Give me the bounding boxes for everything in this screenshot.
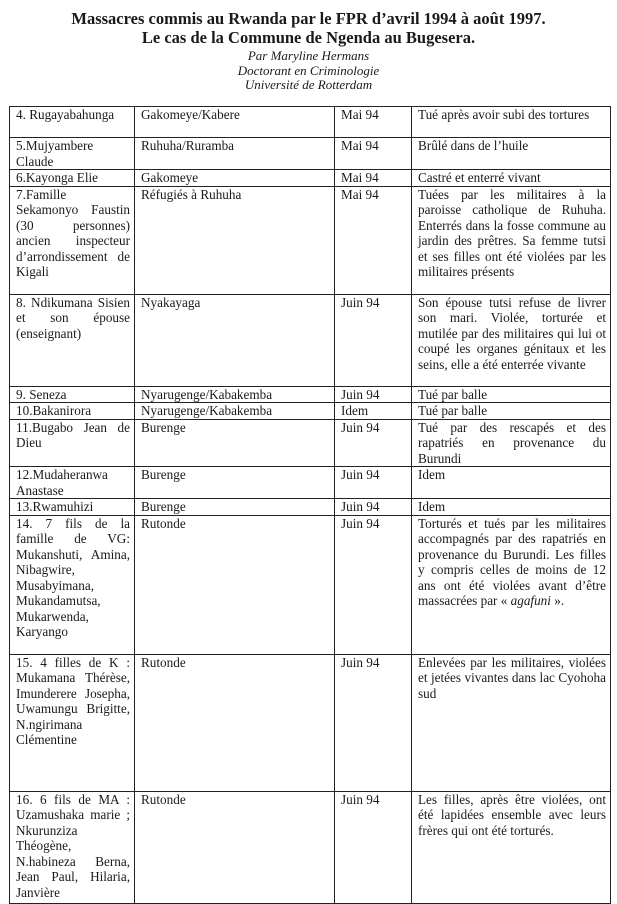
table-row <box>10 186 611 294</box>
description-cell: Tué après avoir subi des tortures <box>412 107 611 138</box>
description-cell: Idem <box>412 499 611 516</box>
massacres-table <box>9 106 611 904</box>
date-cell: Juin 94 <box>335 386 412 403</box>
description-cell: Son épouse tutsi refuse de livrer son mari. Violée, torturée et mutilée par des militaires qui lui ot coupé les organes génitaux et les seins, elle a été enterrée vivante <box>412 294 611 386</box>
place-cell: Burenge <box>135 419 335 467</box>
description-italic-term: agafuni <box>510 593 551 608</box>
description-cell: Tué par balle <box>412 403 611 420</box>
author-university: Université de Rotterdam <box>244 77 373 92</box>
victim-name-cell: 9. Seneza <box>10 386 135 403</box>
description-cell: Tué par des rescapés et des rapatriés en provenance du Burundi <box>412 419 611 467</box>
document-title-line-2: Le cas de la Commune de Ngenda au Bugesera. <box>141 28 476 47</box>
date-cell: Juin 94 <box>335 499 412 516</box>
date-cell: Mai 94 <box>335 138 412 170</box>
victim-name-cell: 5.Mujyambere Claude <box>10 138 135 170</box>
victim-name-cell: 10.Bakanirora <box>10 403 135 420</box>
place-cell: Nyarugenge/Kabakemba <box>135 386 335 403</box>
description-cell <box>412 515 611 654</box>
place-cell: Nyarugenge/Kabakemba <box>135 403 335 420</box>
date-cell: Mai 94 <box>335 170 412 187</box>
victim-name-cell: 13.Rwamuhizi <box>10 499 135 516</box>
table-row <box>10 403 611 420</box>
victim-name-cell: 6.Kayonga Elie <box>10 170 135 187</box>
date-cell: Mai 94 <box>335 186 412 294</box>
author-role: Doctorant en Criminologie <box>237 62 380 78</box>
description-text-end: ». <box>554 593 565 608</box>
date-cell: Mai 94 <box>335 107 412 138</box>
victim-name-cell: 8. Ndikumana Sisien et son épouse (enseignant) <box>10 294 135 386</box>
place-cell: Ruhuha/Ruramba <box>135 138 335 170</box>
description-cell: Les filles, après être violées, ont été lapidées ensemble avec leurs frères qui ont été torturés. <box>412 791 611 903</box>
place-cell: Réfugiés à Ruhuha <box>135 186 335 294</box>
table-row <box>10 791 611 903</box>
victim-name-cell: 7.Famille Sekamonyo Faustin (30 personnes) ancien inspecteur d’arrondissement de Kigali <box>10 186 135 294</box>
place-cell: Rutonde <box>135 654 335 791</box>
victim-name-cell: 14. 7 fils de la famille de VG: Mukanshuti, Amina, Nibagwire, Musabyimana, Mukandamutsa, Mukarwenda, Karyango <box>10 515 135 654</box>
victim-name-cell: 11.Bugabo Jean de Dieu <box>10 419 135 467</box>
place-cell: Burenge <box>135 499 335 516</box>
date-cell: Juin 94 <box>335 419 412 467</box>
description-cell: Tuées par les militaires à la paroisse catholique de Ruhuha. Enterrés dans la fosse commune au jardin des prêtres. Sa femme tutsi et ses filles ont été violées par les militaires présents <box>412 186 611 294</box>
table-row <box>10 386 611 403</box>
description-cell: Brûlé dans de l’huile <box>412 138 611 170</box>
date-cell: Juin 94 <box>335 791 412 903</box>
place-cell: Nyakayaga <box>135 294 335 386</box>
date-cell: Idem <box>335 403 412 420</box>
description-cell: Enlevées par les militaires, violées et jetées vivantes dans lac Cyohoha sud <box>412 654 611 791</box>
place-cell: Burenge <box>135 467 335 499</box>
place-cell: Gakomeye <box>135 170 335 187</box>
table-row <box>10 107 611 138</box>
table-row <box>10 499 611 516</box>
date-cell: Juin 94 <box>335 654 412 791</box>
table-row <box>10 294 611 386</box>
victim-name-cell: 16. 6 fils de MA : Uzamushaka marie ; Nkurunziza Théogène, N.habineza Berna, Jean Paul, Hilaria, Janvière <box>10 791 135 903</box>
table-row <box>10 170 611 187</box>
table-row <box>10 419 611 467</box>
place-cell: Rutonde <box>135 791 335 903</box>
date-cell: Juin 94 <box>335 294 412 386</box>
place-cell: Gakomeye/Kabere <box>135 107 335 138</box>
place-cell: Rutonde <box>135 515 335 654</box>
table-row <box>10 138 611 170</box>
description-cell: Idem <box>412 467 611 499</box>
description-cell: Tué par balle <box>412 386 611 403</box>
victim-name-cell: 12.Mudaheranwa Anastase <box>10 467 135 499</box>
document-title-line-1: Massacres commis au Rwanda par le FPR d’avril 1994 à août 1997. <box>71 9 546 28</box>
description-cell: Castré et enterré vivant <box>412 170 611 187</box>
date-cell: Juin 94 <box>335 515 412 654</box>
table-row <box>10 467 611 499</box>
author-name: Par Maryline Hermans <box>247 48 370 63</box>
victim-name-cell: 15. 4 filles de K : Mukamana Thérèse, Imunderere Josepha, Uwamungu Brigitte, N.ngirimana Clémentine <box>10 654 135 791</box>
table-row <box>10 654 611 791</box>
document-header <box>0 0 617 93</box>
date-cell: Juin 94 <box>335 467 412 499</box>
victim-name-cell: 4. Rugayabahunga <box>10 107 135 138</box>
table-row <box>10 515 611 654</box>
description-text: Torturés et tués par les militaires accompagnés par des rapatriés en provenance du Burundi. Les filles y compris celles de moins de 12 ans ont été violées avant d’être massacrées par « <box>418 515 606 608</box>
